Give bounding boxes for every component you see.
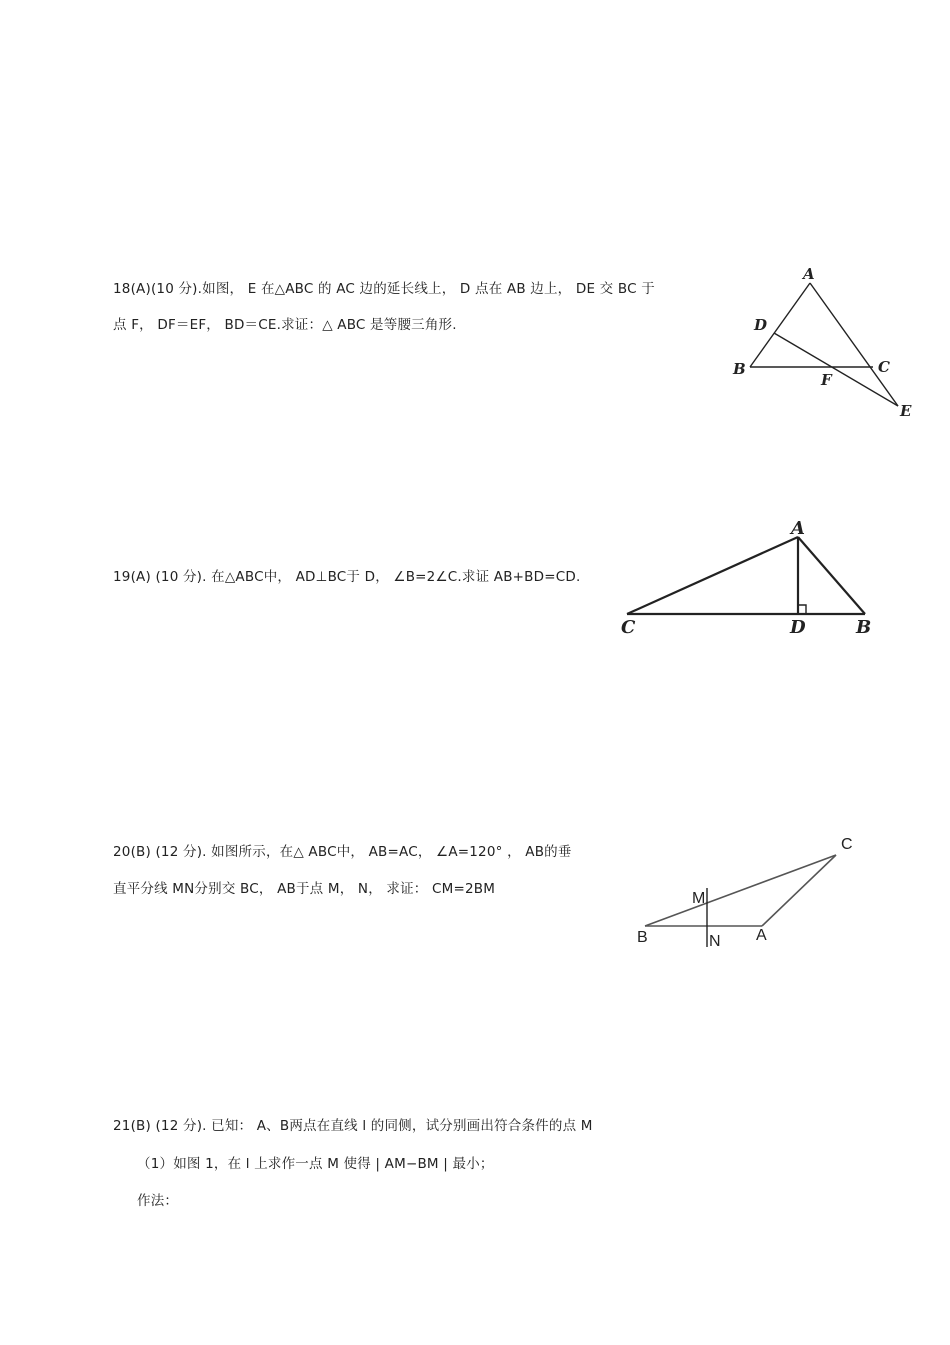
label-B: B: [856, 617, 872, 638]
edge-BC: [645, 855, 836, 926]
problem-19-line-1: 19(A) (10 分). 在△ABC中， AD⊥BC于 D， ∠B=2∠C.求证 AB+BD=CD.: [113, 569, 581, 585]
label-D: D: [790, 617, 806, 638]
label-B: B: [733, 360, 746, 378]
problem-21-line-1: 21(B) (12 分). 已知： A、B两点在直线 l 的同侧，试分别画出符合条件的点 M: [113, 1118, 593, 1134]
label-M: M: [692, 890, 706, 907]
label-A: A: [791, 518, 805, 539]
problem-20-line-1: 20(B) (12 分). 如图所示，在△ ABC中， AB=AC， ∠A=120° ， AB的垂: [113, 844, 572, 860]
label-A: A: [756, 927, 767, 944]
problem-18-line-2: 点 F， DF＝EF， BD＝CE.求证：△ ABC 是等腰三角形.: [113, 317, 457, 333]
problem-20-line-2: 直平分线 MN分别交 BC， AB于点 M， N， 求证： CM=2BM: [113, 881, 496, 897]
label-C: C: [878, 358, 890, 376]
label-E: E: [900, 402, 912, 420]
problem-18-line-1: 18(A)(10 分).如图， E 在△ABC 的 AC 边的延长线上， D 点在 AB 边上， DE 交 BC 于: [113, 281, 655, 297]
problem-21-line-3: 作法：: [137, 1193, 179, 1209]
label-D: D: [754, 316, 768, 334]
label-F: F: [821, 371, 832, 389]
label-A: A: [803, 265, 815, 283]
label-C: C: [841, 836, 853, 853]
label-B: B: [637, 929, 648, 946]
label-C: C: [621, 617, 636, 638]
problem-21-line-2: （1）如图 1，在 l 上求作一点 M 使得 | AM−BM | 最小；: [137, 1156, 494, 1172]
edge-AC: [762, 855, 836, 926]
label-N: N: [709, 933, 721, 950]
